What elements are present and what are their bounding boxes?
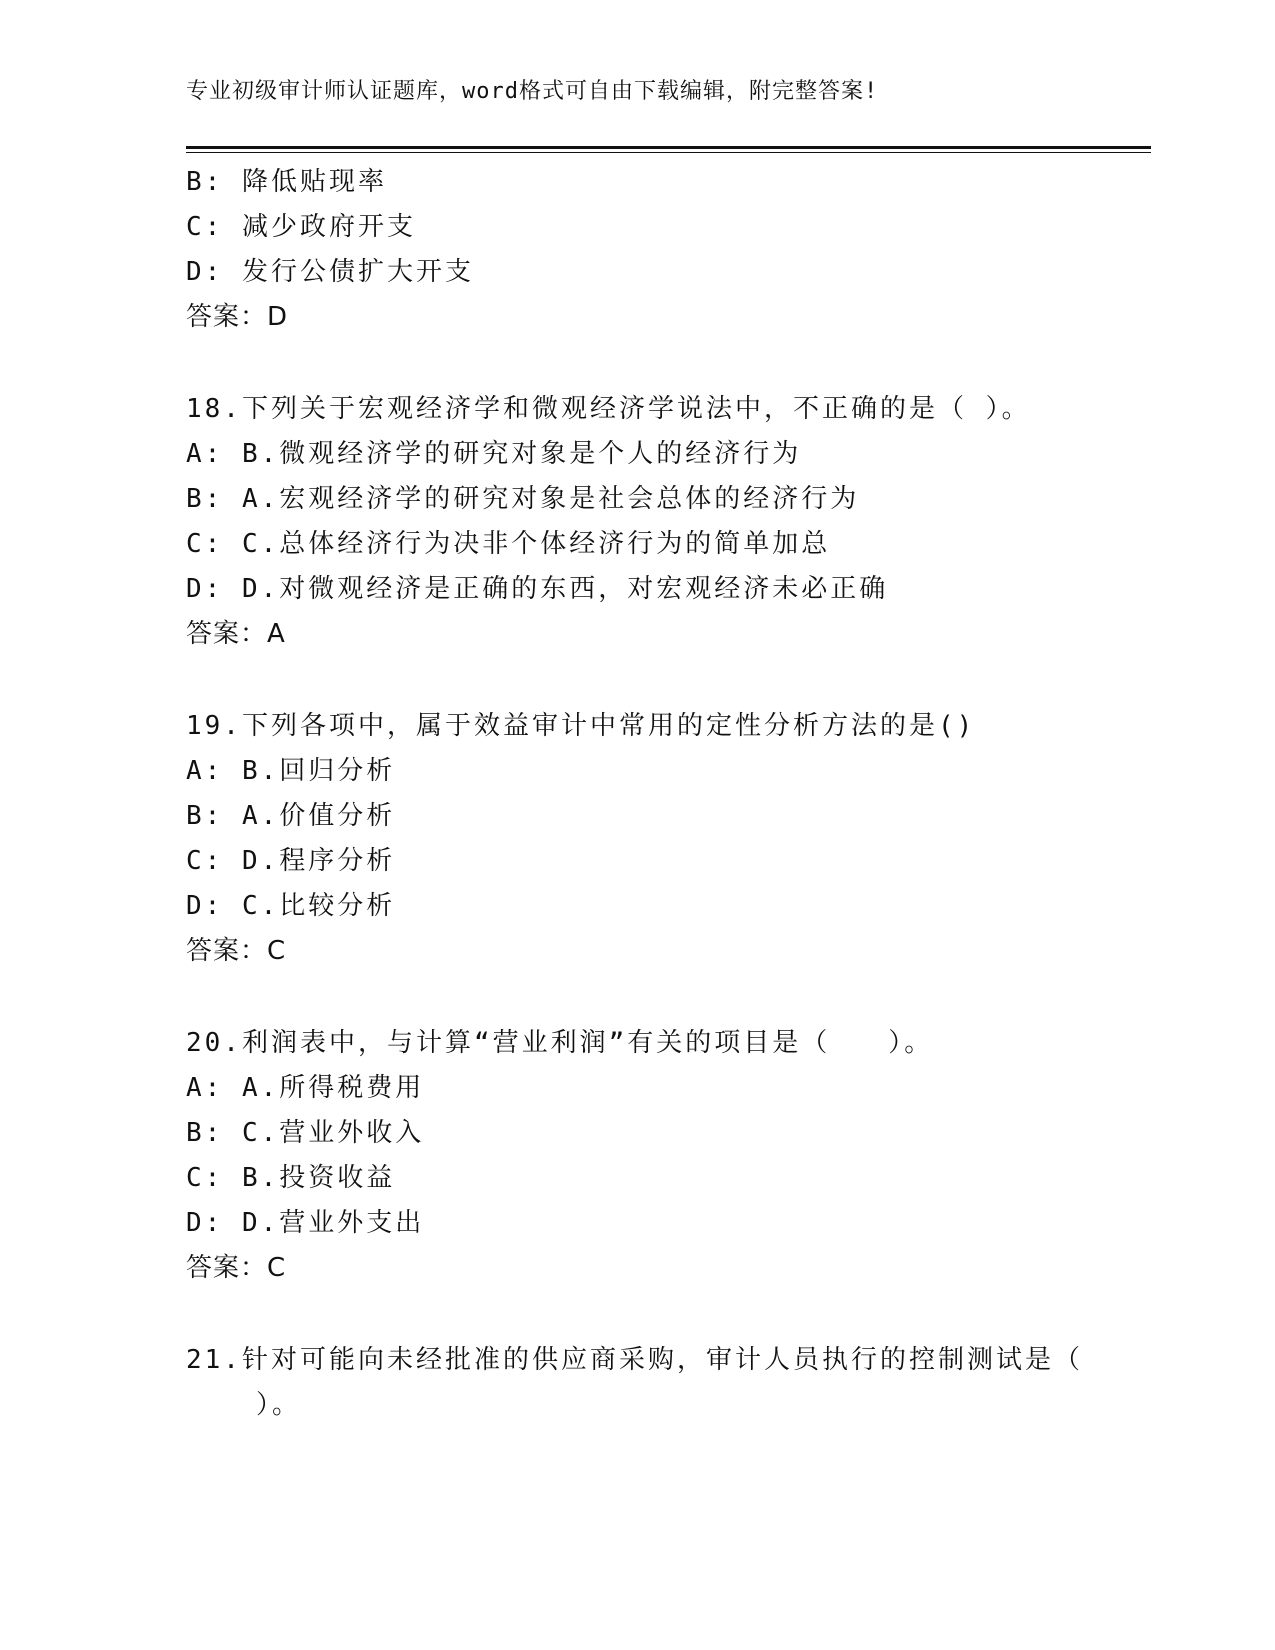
answer: 答案：C [186, 936, 287, 966]
question-19 [186, 704, 1146, 974]
option-c: C: 减少政府开支 [186, 212, 416, 242]
question-list [186, 160, 1146, 1428]
option-d: D: 发行公债扩大开支 [186, 257, 474, 287]
page-header: 专业初级审计师认证题库，word格式可自由下载编辑，附完整答案! [186, 79, 879, 104]
question-18 [186, 387, 1146, 657]
option-a: A: B.回归分析 [186, 756, 396, 786]
option-d: D: C.比较分析 [186, 891, 396, 921]
question-stem-continuation: ）。 [256, 1390, 302, 1420]
question-stem: 21.针对可能向未经批准的供应商采购，审计人员执行的控制测试是（ [186, 1345, 1083, 1375]
header-divider [186, 146, 1151, 149]
question-20 [186, 1021, 1146, 1291]
answer: 答案：D [186, 302, 289, 332]
option-b: B: A.宏观经济学的研究对象是社会总体的经济行为 [186, 484, 860, 514]
option-c: C: D.程序分析 [186, 846, 396, 876]
header-divider-thin [186, 152, 1151, 153]
option-b: B: 降低贴现率 [186, 167, 387, 197]
answer: 答案：A [186, 619, 286, 649]
option-c: C: C.总体经济行为决非个体经济行为的简单加总 [186, 529, 831, 559]
question-21 [186, 1338, 1146, 1428]
option-c: C: B.投资收益 [186, 1163, 396, 1193]
previous-question-tail [186, 160, 1146, 340]
question-stem: 18.下列关于宏观经济学和微观经济学说法中，不正确的是（ ）。 [186, 394, 1031, 424]
option-a: A: A.所得税费用 [186, 1073, 425, 1103]
option-a: A: B.微观经济学的研究对象是个人的经济行为 [186, 439, 802, 469]
option-d: D: D.营业外支出 [186, 1208, 425, 1238]
option-d: D: D.对微观经济是正确的东西，对宏观经济未必正确 [186, 574, 889, 604]
question-stem: 20.利润表中，与计算“营业利润”有关的项目是（ ）。 [186, 1028, 934, 1058]
answer: 答案：C [186, 1253, 287, 1283]
question-stem: 19.下列各项中，属于效益审计中常用的定性分析方法的是() [186, 711, 976, 741]
option-b: B: A.价值分析 [186, 801, 396, 831]
option-b: B: C.营业外收入 [186, 1118, 425, 1148]
